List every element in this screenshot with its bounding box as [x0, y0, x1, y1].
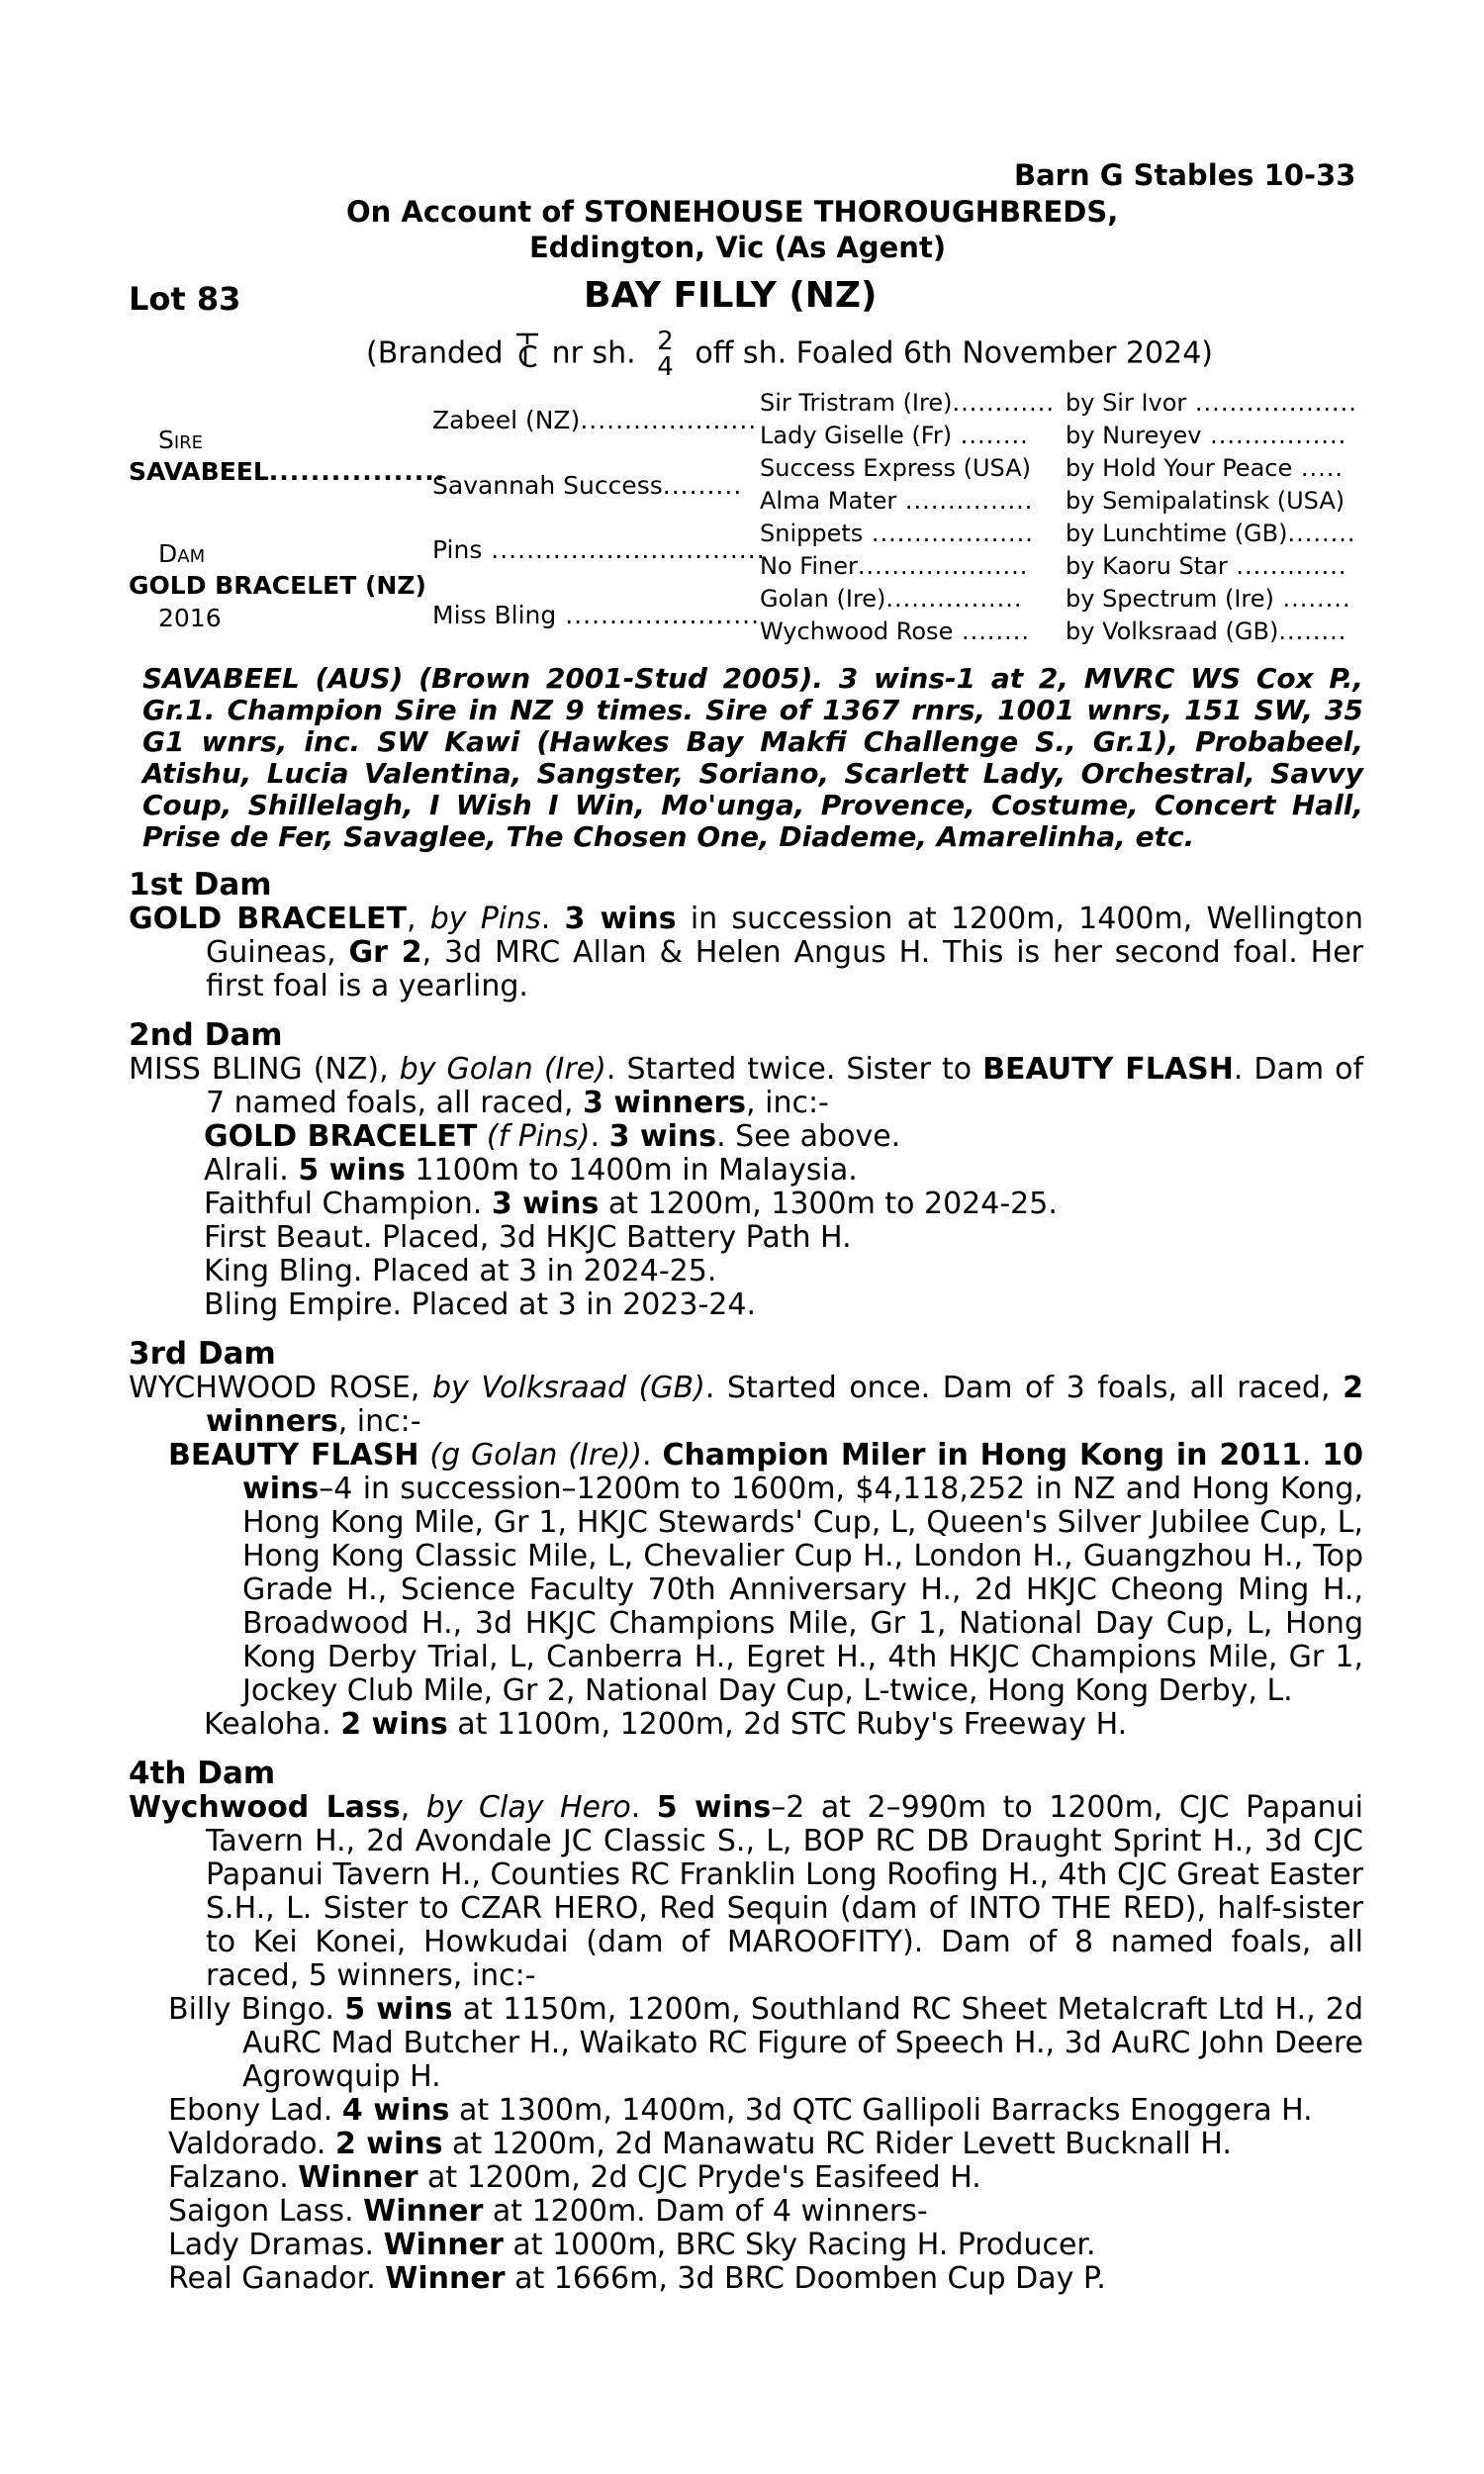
produce-item: King Bling. Placed at 3 in 2024-25.: [204, 1254, 717, 1288]
text: . Dam of 7 named foals, all raced,: [206, 1052, 1364, 1120]
gen3-text: Snippets: [760, 520, 864, 547]
gen3-text: No Finer: [760, 552, 858, 580]
text: , inc:-: [337, 1404, 421, 1439]
wins: Winner: [363, 2194, 484, 2229]
gen2-savannah: Savannah Success.........: [432, 471, 743, 500]
dam-sire: by Pins: [429, 902, 541, 936]
gen3-1: Sir Tristram (Ire)............: [760, 389, 1056, 417]
wins: 3 wins: [491, 1187, 600, 1221]
gen2-pins: Pins ...............................: [432, 535, 766, 564]
sire-name: SAVABEEL.................: [129, 457, 446, 486]
lot-number: Lot 83: [129, 280, 241, 318]
gen3-sire-text: by Lunchtime (GB): [1066, 520, 1288, 547]
race-record: –2 at 2–990m to 1200m, CJC Papanui Tavern H., 2d Avondale JC Classic S., L, BOP RC DB Draught Sprint H., 3d CJC Papanui Tavern H., Counties RC Franklin Long Roofing H., 4th CJC Great Easter S.H., L. Sister to CZAR HERO, Red Sequin (dam of INTO THE RED), half-sister to Kei Konei, Howkudai (dam of MAROOFITY). Dam of 8 named foals, all raced, 5 winners, inc:-: [206, 1790, 1364, 1993]
vendor-line-2: Eddington, Vic (As Agent): [529, 231, 947, 264]
text: . See above.: [716, 1119, 901, 1154]
dam-name: MISS BLING (NZ),: [129, 1052, 400, 1087]
horse-title: BAY FILLY (NZ): [584, 275, 878, 316]
sire-label: Sire: [158, 426, 204, 454]
produce-item: [129, 2195, 1363, 2229]
gen3-sire-text: by Spectrum (Ire): [1066, 585, 1274, 613]
gen2-zabeel: Zabeel (NZ)....................: [432, 406, 758, 434]
produce-name: Valdorado.: [168, 2127, 335, 2161]
second-dam-paragraph: [129, 1053, 1363, 1120]
wins: 5 wins: [344, 1992, 453, 2027]
third-dam-paragraph: [129, 1372, 1363, 1439]
winners: 2 winners: [206, 1371, 1363, 1439]
text: at 1200m, 2d Manawatu RC Rider Levett Bucknall H.: [442, 2127, 1232, 2161]
produce-item: [129, 1188, 1363, 1221]
dam-sire: by Volksraad (GB): [432, 1371, 705, 1405]
barn-location: Barn G Stables 10-33: [1014, 158, 1356, 192]
text: , inc:-: [746, 1086, 829, 1120]
dam-name: GOLD BRACELET (NZ): [129, 571, 426, 600]
third-dam-heading: 3rd Dam: [129, 1336, 276, 1372]
gen3-text: Lady Giselle (Fr): [760, 422, 953, 449]
produce-item: [129, 1993, 1363, 2094]
wins: 10 wins: [242, 1438, 1363, 1506]
first-dam-paragraph: GOLD BRACELET, by Pins. 3 wins in succession at 1200m, 1400m, Wellington Guineas, Gr 2, 3d MRC Allan & Helen Angus H. This is her second foal. Her first foal is a yearling.: [129, 902, 1364, 1003]
fourth-dam-heading: 4th Dam: [129, 1756, 276, 1791]
brand-prefix: (Branded: [366, 335, 504, 371]
gen2-text: Savannah Success: [432, 471, 663, 500]
produce-sire: (f Pins): [486, 1119, 591, 1154]
grade: Gr 2: [348, 935, 422, 970]
text: at 1000m, BRC Sky Racing H. Producer.: [503, 2228, 1096, 2262]
second-dam-heading: 2nd Dam: [129, 1017, 283, 1053]
gen3-text: Wychwood Rose: [760, 618, 954, 645]
grand-produce-item: [129, 2229, 1363, 2262]
fourth-dam-paragraph: Wychwood Lass, by Clay Hero. 5 wins–2 at 2–990m to 1200m, CJC Papanui Tavern H., 2d Avondale JC Classic S., L, BOP RC DB Draught Sprint H., 3d CJC Papanui Tavern H., Counties RC Franklin Long Roofing H., 4th CJC Great Easter S.H., L. Sister to CZAR HERO, Red Sequin (dam of INTO THE RED), half-sister to Kei Konei, Howkudai (dam of MAROOFITY). Dam of 8 named foals, all raced, 5 winners, inc:-: [129, 1790, 1364, 1993]
gen3-7: Golan (Ire)................: [760, 585, 1023, 613]
gen3-sire-7: by Spectrum (Ire) ........: [1066, 585, 1351, 613]
text: 1100m to 1400m in Malaysia.: [405, 1153, 858, 1188]
gen3-8: Wychwood Rose ........: [760, 618, 1030, 645]
brand-fraction: [657, 329, 674, 380]
produce-name: Billy Bingo.: [168, 1992, 345, 2027]
gen3-sire-8: by Volksraad (GB)........: [1066, 618, 1347, 645]
wins: 5 wins: [298, 1153, 406, 1188]
catalogue-body: [129, 662, 1364, 2296]
text: at 1200m, 2d CJC Pryde's Easifeed H.: [417, 2160, 981, 2195]
wins: Winner: [298, 2160, 418, 2195]
produce-sire: (g Golan (Ire)): [429, 1438, 643, 1473]
gen3-sire-text: by Sir Ivor: [1066, 389, 1187, 417]
dam-name: Wychwood Lass: [129, 1790, 401, 1825]
gen3-sire-text: by Nureyev: [1066, 422, 1202, 449]
gen3-sire-text: by Hold Your Peace: [1066, 454, 1293, 482]
text: at 1200m, 1300m to 2024-25.: [599, 1187, 1058, 1221]
text: , 3d MRC Allan & Helen Angus H. This is her second foal. Her first foal is a yearling.: [206, 935, 1363, 1003]
gen3-sire-3: by Hold Your Peace .....: [1066, 454, 1345, 482]
winners: 3 winners: [583, 1086, 747, 1120]
gen3-sire-1: by Sir Ivor ...................: [1066, 389, 1357, 417]
gen3-text: Alma Mater: [760, 487, 897, 515]
produce-item: [129, 1154, 1363, 1188]
gen3-text: Sir Tristram (Ire): [760, 389, 953, 417]
gen3-sire-text: by Volksraad (GB): [1066, 618, 1279, 645]
gen3-2: Lady Giselle (Fr) ........: [760, 422, 1029, 449]
text: . Started once. Dam of 3 foals, all raced,: [704, 1371, 1344, 1405]
gen3-6: No Finer....................: [760, 552, 1029, 580]
gen3-text: Golan (Ire): [760, 585, 886, 613]
gen3-4: Alma Mater ...............: [760, 487, 1034, 515]
text: at 1200m. Dam of 4 winners-: [483, 2194, 928, 2229]
gen2-text: Miss Bling: [432, 601, 557, 629]
race-record: –4 in succession–1200m to 1600m, $4,118,252 in NZ and Hong Kong, Hong Kong Mile, Gr 1, HKJC Stewards' Cup, L, Queen's Silver Jubilee Cup, L, Hong Kong Classic Mile, L, Chevalier Cup H., London H., Guangzhou H., Top Grade H., Science Faculty 70th Anniversary H., 2d HKJC Cheong Ming H., Broadwood H., 3d HKJC Champions Mile, Gr 1, National Day Cup, L, Hong Kong Derby Trial, L, Canberra H., Egret H., 4th HKJC Champions Mile, Gr 1, Jockey Club Mile, Gr 2, National Day Cup, L-twice, Hong Kong Derby, L.: [242, 1472, 1363, 1708]
grand-produce-item: [129, 2262, 1363, 2296]
gen3-sire-4: by Semipalatinsk (USA): [1066, 487, 1345, 515]
text: at 1300m, 1400m, 3d QTC Gallipoli Barracks Enoggera H.: [449, 2093, 1313, 2128]
produce-name: BEAUTY FLASH: [168, 1438, 419, 1473]
gen2-missbling: Miss Bling ......................: [432, 601, 761, 629]
brand-suffix: off sh. Foaled 6th November 2024): [695, 335, 1213, 371]
first-dam-heading: 1st Dam: [129, 867, 272, 903]
produce-name: Ebony Lad.: [168, 2093, 342, 2128]
wins: Winner: [383, 2228, 504, 2262]
produce-item: [129, 2161, 1363, 2195]
produce-item: Bling Empire. Placed at 3 in 2023-24.: [204, 1287, 757, 1322]
vendor-line-1: On Account of STONEHOUSE THOROUGHBREDS,: [346, 195, 1119, 229]
gen2-text: Pins: [432, 535, 483, 564]
sire-name-text: SAVABEEL: [129, 457, 269, 486]
honour: Champion Miler in Hong Kong in 2011: [662, 1438, 1302, 1473]
wins: 3 wins: [564, 902, 677, 936]
wins: 5 wins: [656, 1790, 772, 1825]
produce-name: Saigon Lass.: [168, 2194, 364, 2229]
text: at 1150m, 1200m, Southland RC Sheet Metalcraft Ltd H., 2d AuRC Mad Butcher H., Waikato RC Figure of Speech H., 3d AuRC John Deere Agrowquip H.: [242, 1992, 1364, 2094]
brand-nr: nr sh.: [551, 335, 636, 371]
dam-sire: by Golan (Ire): [399, 1052, 606, 1087]
gen3-sire-2: by Nureyev ................: [1066, 422, 1347, 449]
brand-mark-icon: [512, 331, 542, 378]
produce-name: Falzano.: [168, 2160, 299, 2195]
produce-name: GOLD BRACELET: [204, 1119, 478, 1154]
produce-item: [129, 2128, 1363, 2161]
wins: 3 wins: [608, 1119, 717, 1154]
gen3-sire-text: by Kaoru Star: [1066, 552, 1228, 580]
dam-label: Dam: [158, 539, 206, 568]
brand-line: [366, 329, 1213, 380]
produce-item: [129, 1708, 1363, 1742]
brand-fraction-bottom: 4: [657, 352, 674, 382]
dam-sire: by Clay Hero: [425, 1790, 631, 1825]
brand-fraction-top: 2: [657, 327, 674, 356]
gen3-sire-6: by Kaoru Star .............: [1066, 552, 1347, 580]
produce-item: GOLD BRACELET (f Pins). 3 wins. See above.: [204, 1119, 901, 1154]
text: at 1100m, 1200m, 2d STC Ruby's Freeway H.: [447, 1707, 1128, 1742]
gen3-5: Snippets ...................: [760, 520, 1034, 547]
produce-name: Lady Dramas.: [168, 2228, 384, 2262]
produce-name: Alrali.: [204, 1153, 299, 1188]
wins: 2 wins: [340, 1707, 448, 1742]
gen3-sire-5: by Lunchtime (GB)........: [1066, 520, 1356, 547]
sire-summary: SAVABEEL (AUS) (Brown 2001-Stud 2005). 3 wins-1 at 2, MVRC WS Cox P., Gr.1. Champion Sire in NZ 9 times. Sire of 1367 rnrs, 1001 wnrs, 151 SW, 35 G1 wnrs, inc. SW Kawi (Hawkes Bay Makfi Challenge S., Gr.1), Probabeel, Atishu, Lucia Valentina, Sangster, Soriano, Scarlett Lady, Orchestral, Savvy Coup, Shillelagh, I Wish I Win, Mo'unga, Provence, Costume, Concert Hall, Prise de Fer, Savaglee, The Chosen One, Diademe, Amarelinha, etc.: [142, 662, 1363, 853]
produce-item: First Beaut. Placed, 3d HKJC Battery Path H.: [204, 1220, 852, 1255]
gen2-text: Zabeel (NZ): [432, 406, 581, 434]
sister: BEAUTY FLASH: [982, 1052, 1234, 1087]
dam-name: GOLD BRACELET: [129, 902, 407, 936]
produce-name: Kealoha.: [204, 1707, 341, 1742]
text: in succession at 1200m, 1400m, Wellington Guineas,: [206, 902, 1364, 970]
dam-year: 2016: [158, 604, 222, 632]
dam-name: WYCHWOOD ROSE,: [129, 1371, 433, 1405]
produce-item: [129, 2094, 1363, 2128]
produce-item: BEAUTY FLASH (g Golan (Ire)). Champion Miler in Hong Kong in 2011. 10 wins–4 in succession–1200m to 1600m, $4,118,252 in NZ and Hong Kong, Hong Kong Mile, Gr 1, HKJC Stewards' Cup, L, Queen's Silver Jubilee Cup, L, Hong Kong Classic Mile, L, Chevalier Cup H., London H., Guangzhou H., Top Grade H., Science Faculty 70th Anniversary H., 2d HKJC Cheong Ming H., Broadwood H., 3d HKJC Champions Mile, Gr 1, National Day Cup, L, Hong Kong Derby Trial, L, Canberra H., Egret H., 4th HKJC Champions Mile, Gr 1, Jockey Club Mile, Gr 2, National Day Cup, L-twice, Hong Kong Derby, L.: [168, 1438, 1363, 1708]
wins: Winner: [385, 2261, 506, 2296]
text: at 1666m, 3d BRC Doomben Cup Day P.: [505, 2261, 1106, 2296]
produce-name: Faithful Champion.: [204, 1187, 492, 1221]
gen3-3: Success Express (USA): [760, 454, 1031, 482]
wins: 2 wins: [334, 2127, 443, 2161]
produce-name: Real Ganador.: [168, 2261, 386, 2296]
wins: 4 wins: [341, 2093, 450, 2128]
text: . Started twice. Sister to: [605, 1052, 983, 1087]
